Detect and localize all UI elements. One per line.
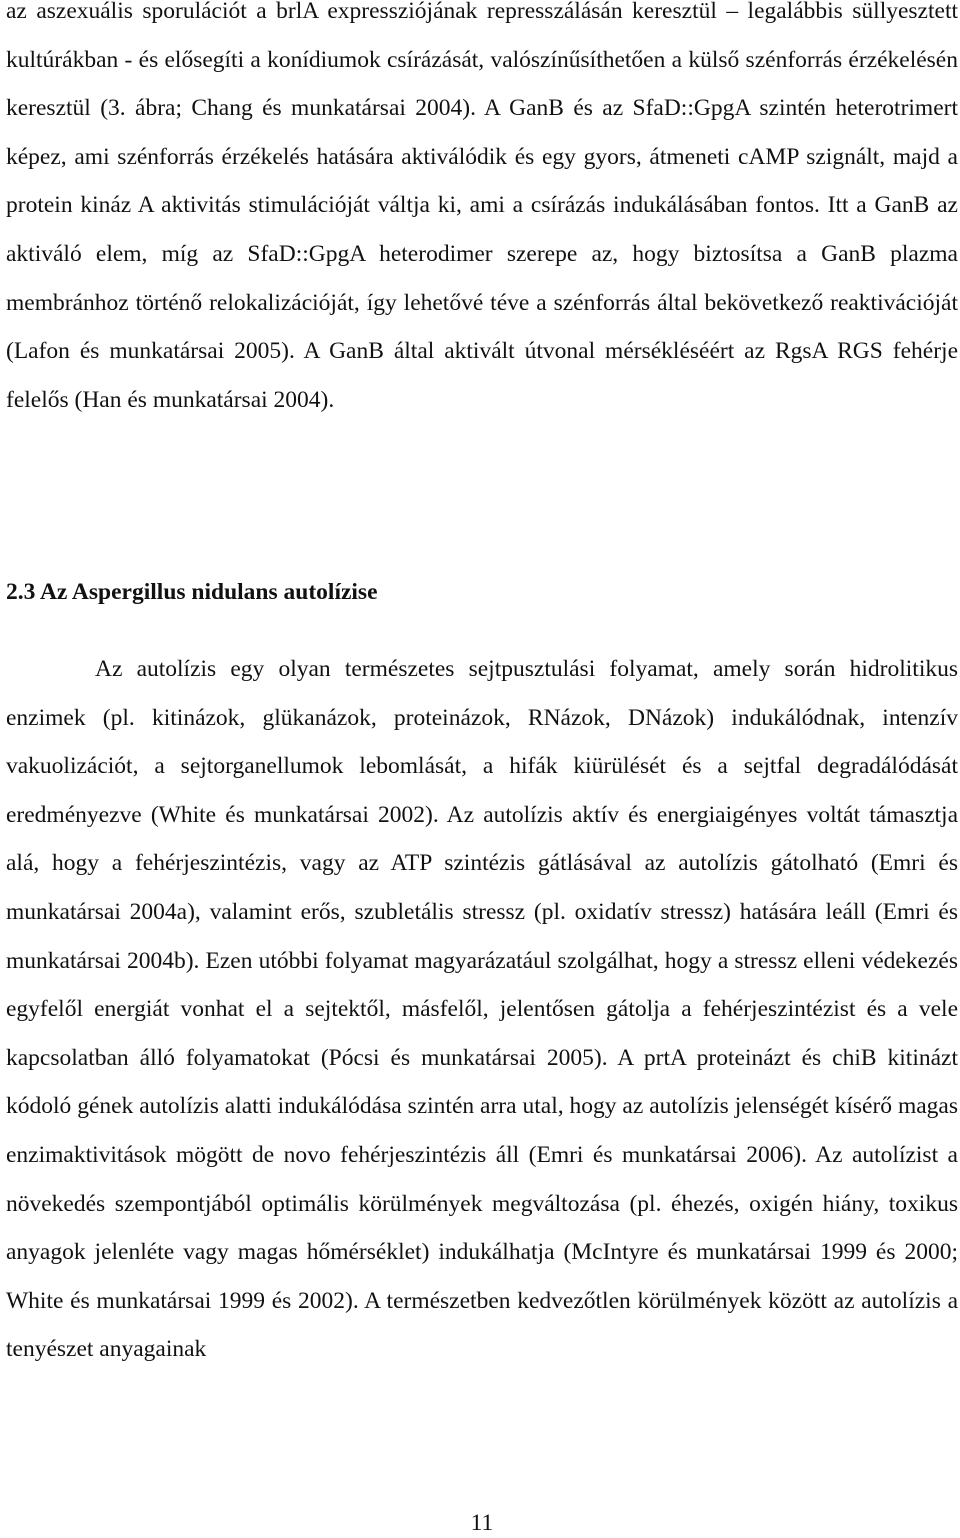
page-number: 11 xyxy=(470,1510,494,1536)
document-page xyxy=(6,0,958,1538)
body-paragraph-1: az aszexuális sporulációt a brlA expressziójának represszálásán keresztül – legalábbis süllyesztett kultúrákban - és elősegíti a konídiumok csírázását, valószínűsíthetően a külső szénforrás érzékelésén keresztül (3. ábra; Chang és munkatársai 2004). A GanB és az SfaD::GpgA szintén heterotrimert képez, ami szénforrás érzékelés hatására aktiválódik és egy gyors, átmeneti cAMP szignált, majd a protein kináz A aktivitás stimulációját váltja ki, ami a csírázás indukálásában fontos. Itt a GanB az aktiváló elem, míg az SfaD::GpgA heterodimer szerepe az, hogy biztosítsa a GanB plazma membránhoz történő relokalizációját, így lehetővé téve a szénforrás által bekövetkező reaktivációját (Lafon és munkatársai 2005). A GanB által aktivált útvonal mérsékléséért az RgsA RGS fehérje felelős (Han és munkatársai 2004). xyxy=(6,0,958,413)
section-heading: 2.3 Az Aspergillus nidulans autolízise xyxy=(6,579,378,605)
body-paragraph-2: Az autolízis egy olyan természetes sejtpusztulási folyamat, amely során hidrolitikus enzimek (pl. kitinázok, glükanázok, proteinázok, RNázok, DNázok) indukálódnak, intenzív vakuolizációt, a sejtorganellumok lebomlását, a hifák kiürülését és a sejtfal degradálódását eredményezve (White és munkatársai 2002). Az autolízis aktív és energiaigényes voltát támasztja alá, hogy a fehérjeszintézis, vagy az ATP szintézis gátlásával az autolízis gátolható (Emri és munkatársai 2004a), valamint erős, szubletális stressz (pl. oxidatív stressz) hatására leáll (Emri és munkatársai 2004b). Ezen utóbbi folyamat magyarázatául szolgálhat, hogy a stressz elleni védekezés egyfelől energiát vonhat el a sejtektől, másfelől, jelentősen gátolja a fehérjeszintézist és a vele kapcsolatban álló folyamatokat (Pócsi és munkatársai 2005). A prtA proteinázt és chiB kitinázt kódoló gének autolízis alatti indukálódása szintén arra utal, hogy az autolízis jelenségét kísérő magas enzimaktivitások mögött de novo fehérjeszintézis áll (Emri és munkatársai 2006). Az autolízist a növekedés szempontjából optimális körülmények megváltozása (pl. éhezés, oxigén hiány, toxikus anyagok jelenléte vagy magas hőmérséklet) indukálhatja (McIntyre és munkatársai 1999 és 2000; White és munkatársai 1999 és 2002). A természetben kedvezőtlen körülmények között az autolízis a tenyészet anyagainak xyxy=(6,656,958,1363)
